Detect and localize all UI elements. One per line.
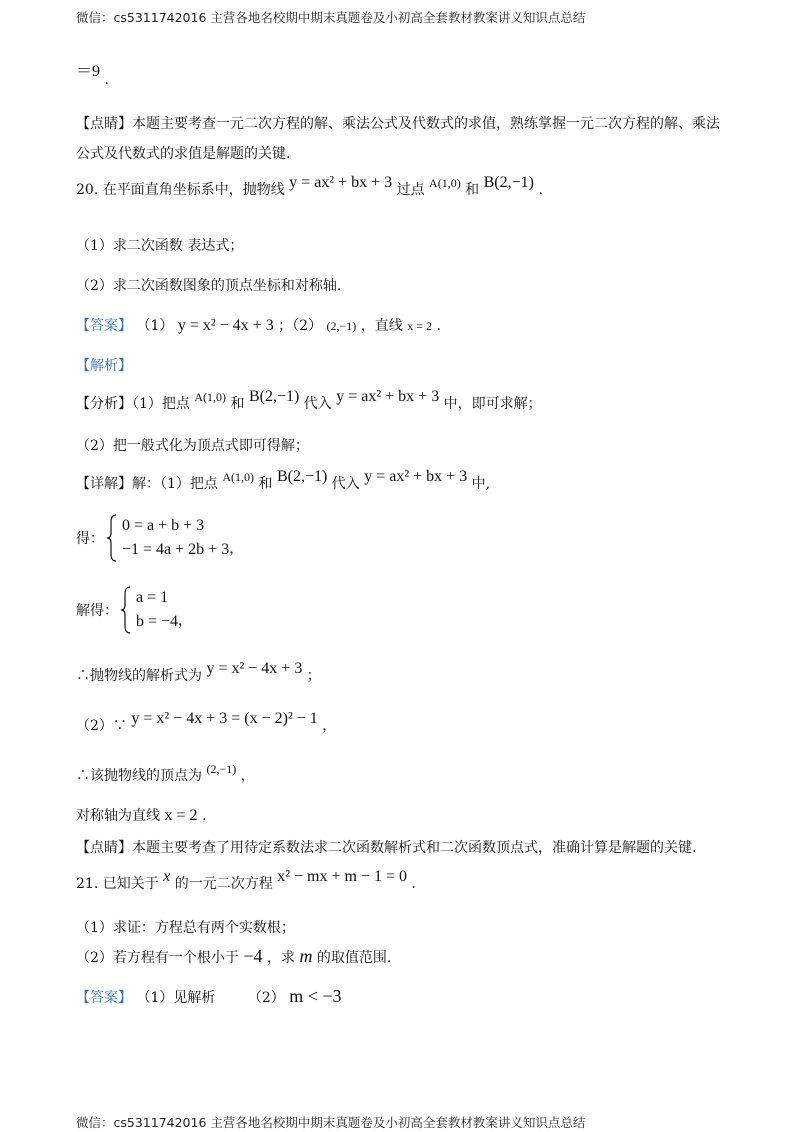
q20-answer-mid: ；（2） (278, 318, 323, 334)
q20-stem-prefix: 20. 在平面直角坐标系中，抛物线 (76, 182, 285, 198)
page-footer: 微信：cs5311742016 主营各地名校期中期末真题卷及小初高全套教材教案讲义知识点总结 (76, 1115, 586, 1130)
q20-system-1-eq2: −1 = 4a + 2b + 3 (122, 541, 230, 558)
q20-result-equation: y = x² − 4x + 3 (206, 660, 303, 677)
q21-var-x: x (163, 868, 171, 885)
q20-result-prefix: ∴抛物线的解析式为 (76, 668, 202, 684)
page-header: 微信：cs5311742016 主营各地名校期中期末真题卷及小初高全套教材教案讲义知识点总结 (76, 10, 586, 25)
q21-answer-tag: 【答案】 (76, 990, 132, 1006)
q20-answer-axis: x = 2 (407, 319, 432, 333)
q20-stem-equation: y = ax² + bx + 3 (289, 174, 393, 191)
q20-result (76, 660, 321, 686)
q20-analysis-tag: 【解析】 (76, 358, 132, 374)
q21-stem-end: . (411, 876, 416, 892)
q21-sub1: （1）求证：方程总有两个实数根； (76, 920, 295, 936)
left-brace-icon (106, 514, 118, 562)
comment-19-line2: 公式及代数式的求值是解题的关键. (76, 146, 291, 162)
q20-sub1: （1）求二次函数 表达式； (76, 238, 244, 254)
q20-answer-line: ，直线 (360, 318, 403, 334)
q21-answer (76, 986, 342, 1008)
prev-result-line (76, 62, 109, 88)
q20-fenxi (76, 388, 542, 414)
q20-answer-end: . (436, 318, 441, 334)
q20-result-end: ； (306, 668, 321, 684)
q20-and: 和 (465, 182, 480, 198)
prev-result-dot: . (104, 72, 109, 88)
q20-answer (76, 316, 441, 336)
q20-part2-end: ， (322, 718, 337, 734)
q20-system-1-end: ， (229, 541, 244, 557)
q20-stem-end: . (538, 182, 543, 198)
q20-stem-pass: 过点 (396, 182, 425, 198)
q21-answer-value: m < −3 (289, 986, 342, 1006)
q20-answer-equation: y = x² − 4x + 3 (177, 317, 274, 334)
q20-fenxi-equation: y = ax² + bx + 3 (336, 388, 440, 405)
q20-answer-tag: 【答案】 (76, 318, 132, 334)
q20-vertex-value: (2,−1) (206, 762, 237, 776)
q21-answer-p1: （1）见解析 (136, 990, 216, 1006)
q21-answer-p2: （2） (247, 990, 285, 1006)
q20-de-label: 得： (76, 531, 104, 547)
q21-sub2-end: 的取值范围. (316, 950, 392, 966)
prev-result-math: ＝9 (76, 63, 101, 80)
q21-sub2 (76, 946, 391, 968)
q20-jiede-label: 解得： (76, 603, 118, 619)
q20-point-a: A(1,0) (429, 176, 461, 190)
q20-part2 (76, 710, 337, 736)
q21-stem-mid: 的一元二次方程 (174, 876, 273, 892)
q20-system-2-end: ， (178, 613, 193, 629)
q20-vertex-prefix: ∴该抛物线的顶点为 (76, 768, 202, 784)
q20-axis-prefix: 对称轴为直线 (76, 808, 160, 824)
q20-xiangjie-sub: 代入 (331, 476, 360, 492)
q20-answer-vertex: (2,−1) (326, 319, 357, 333)
q20-stem (76, 174, 543, 200)
q20-xiangjie (76, 468, 491, 494)
q20-part2-prefix: （2）∵ (76, 718, 127, 734)
q20-point-b: B(2,−1) (483, 174, 534, 191)
q20-part2-equation: y = x² − 4x + 3 = (x − 2)² − 1 (131, 710, 318, 727)
q20-fenxi-2: （2）把一般式化为顶点式即可得解； (76, 438, 309, 454)
q20-system-2-eq1: a = 1 (136, 589, 169, 606)
q21-stem (76, 868, 416, 894)
q20-fenxi-sub: 代入 (303, 396, 332, 412)
q20-fenxi-and: 和 (230, 396, 245, 412)
q20-fenxi-point-b: B(2,−1) (248, 388, 300, 405)
q20-system-1 (76, 514, 243, 562)
q20-answer-p1: （1） (136, 318, 174, 334)
q21-sub2-var: m (299, 946, 313, 966)
comment-19-line1: 【点睛】本题主要考查一元二次方程的解、乘法公式及代数式的求值，熟练掌握一元二次方程的解、乘法 (76, 116, 720, 132)
q20-fenxi-end: 中，即可求解； (443, 396, 542, 412)
q20-fenxi-prefix: 【分析】（1）把点 (76, 396, 190, 412)
q20-axis-end: . (201, 808, 207, 824)
q21-sub2-mid: ，求 (266, 950, 295, 966)
q20-fenxi-point-a: A(1,0) (194, 390, 227, 404)
q20-system-2 (76, 586, 192, 634)
q20-system-1-eq1: 0 = a + b + 3 (122, 517, 205, 534)
q20-xiangjie-end: 中, (471, 476, 491, 492)
q21-sub2-value: −4 (243, 946, 263, 966)
q20-xiangjie-prefix: 【详解】解：（1）把点 (76, 476, 218, 492)
q20-vertex-end: ， (240, 768, 255, 784)
q20-system-2-eq2: b = −4 (136, 613, 179, 630)
q20-comment: 【点睛】本题主要考查了用待定系数法求二次函数解析式和二次函数顶点式，准确计算是解题的关键. (76, 840, 697, 856)
q21-stem-prefix: 21. 已知关于 (76, 876, 159, 892)
q20-vertex (76, 762, 255, 786)
q21-equation: x² − mx + m − 1 = 0 (277, 868, 407, 885)
q20-xiangjie-equation: y = ax² + bx + 3 (364, 468, 468, 485)
q20-axis-value: x = 2 (164, 807, 198, 824)
q20-xiangjie-point-a: A(1,0) (222, 470, 255, 484)
q20-xiangjie-point-b: B(2,−1) (276, 468, 328, 485)
q20-xiangjie-and: 和 (258, 476, 273, 492)
q21-sub2-prefix: （2）若方程有一个根小于 (76, 950, 239, 966)
left-brace-icon (120, 586, 132, 634)
q20-sub2: （2）求二次函数图象的顶点坐标和对称轴. (76, 278, 342, 294)
q20-axis (76, 806, 206, 826)
